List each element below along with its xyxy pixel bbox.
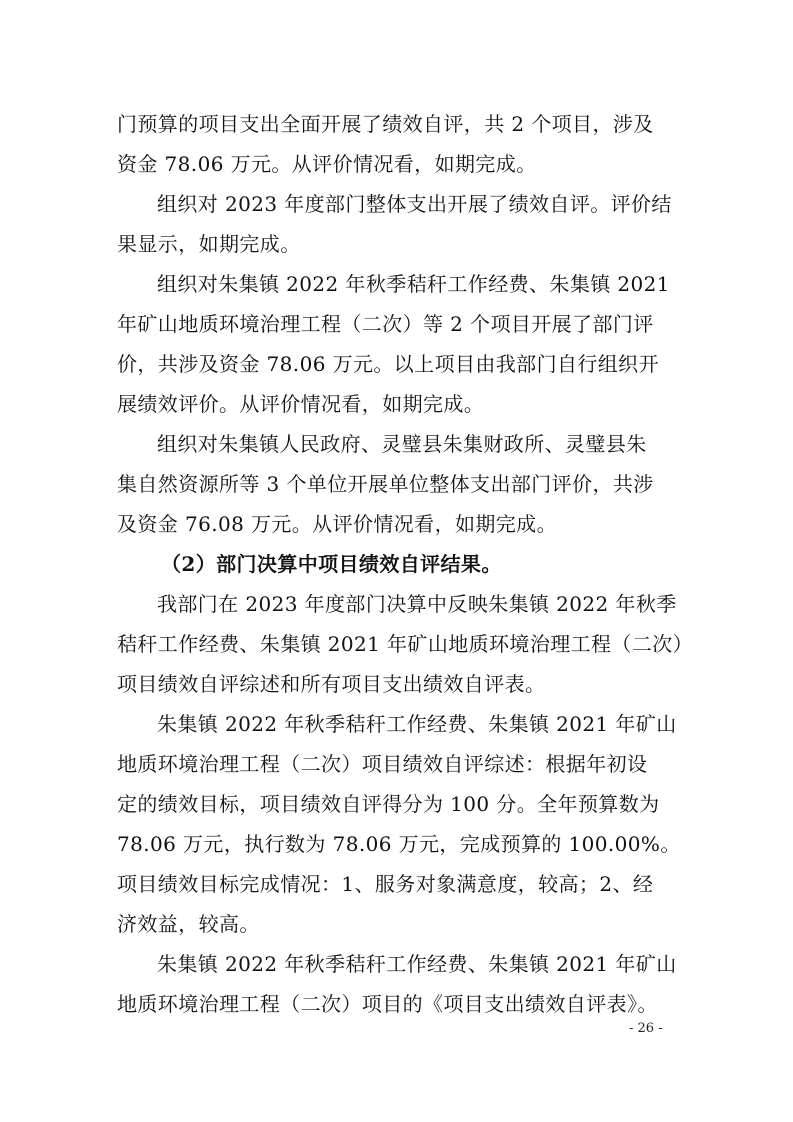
paragraph-line: 果显示，如期完成。 <box>117 232 301 256</box>
document-body <box>117 104 694 1024</box>
paragraph-line: 组织对朱集镇 2022 年秋季秸秆工作经费、朱集镇 2021 <box>157 272 670 296</box>
paragraph-line: 资金 78.06 万元。从评价情况看，如期完成。 <box>117 152 537 176</box>
page-number: - 26 - <box>629 1021 663 1036</box>
paragraph-line: 朱集镇 2022 年秋季秸秆工作经费、朱集镇 2021 年矿山 <box>157 712 677 736</box>
paragraph-line: 展绩效评价。从评价情况看，如期完成。 <box>117 392 485 416</box>
paragraph-line: 地质环境治理工程（二次）项目绩效自评综述：根据年初设 <box>117 752 648 776</box>
paragraph-line: 年矿山地质环境治理工程（二次）等 2 个项目开展了部门评 <box>117 312 654 336</box>
paragraph-line: 项目绩效目标完成情况：1、服务对象满意度，较高；2、经 <box>117 872 654 896</box>
paragraph-line: 及资金 76.08 万元。从评价情况看，如期完成。 <box>117 512 557 536</box>
paragraph-line: 地质环境治理工程（二次）项目的《项目支出绩效自评表》。 <box>117 992 658 1016</box>
paragraph-line: 门预算的项目支出全面开展了绩效自评，共 2 个项目，涉及 <box>117 112 654 136</box>
paragraph-line: 项目绩效自评综述和所有项目支出绩效自评表。 <box>117 672 546 696</box>
section-heading: （2）部门决算中项目绩效自评结果。 <box>161 552 502 576</box>
paragraph-line: 朱集镇 2022 年秋季秸秆工作经费、朱集镇 2021 年矿山 <box>157 952 677 976</box>
paragraph-line: 我部门在 2023 年度部门决算中反映朱集镇 2022 年秋季 <box>157 592 677 616</box>
paragraph-line: 78.06 万元，执行数为 78.06 万元，完成预算的 100.00%。 <box>117 832 681 856</box>
paragraph-line: 组织对 2023 年度部门整体支出开展了绩效自评。评价结 <box>157 192 672 216</box>
paragraph-line: 秸秆工作经费、朱集镇 2021 年矿山地质环境治理工程（二次） <box>117 632 694 656</box>
paragraph-line: 价，共涉及资金 78.06 万元。以上项目由我部门自行组织开 <box>117 352 659 376</box>
paragraph-line: 定的绩效目标，项目绩效自评得分为 100 分。全年预算数为 <box>117 792 660 816</box>
paragraph-line: 济效益，较高。 <box>117 912 260 936</box>
paragraph-line: 组织对朱集镇人民政府、灵璧县朱集财政所、灵璧县朱 <box>157 432 647 456</box>
paragraph-line: 集自然资源所等 3 个单位开展单位整体支出部门评价，共涉 <box>117 472 654 496</box>
